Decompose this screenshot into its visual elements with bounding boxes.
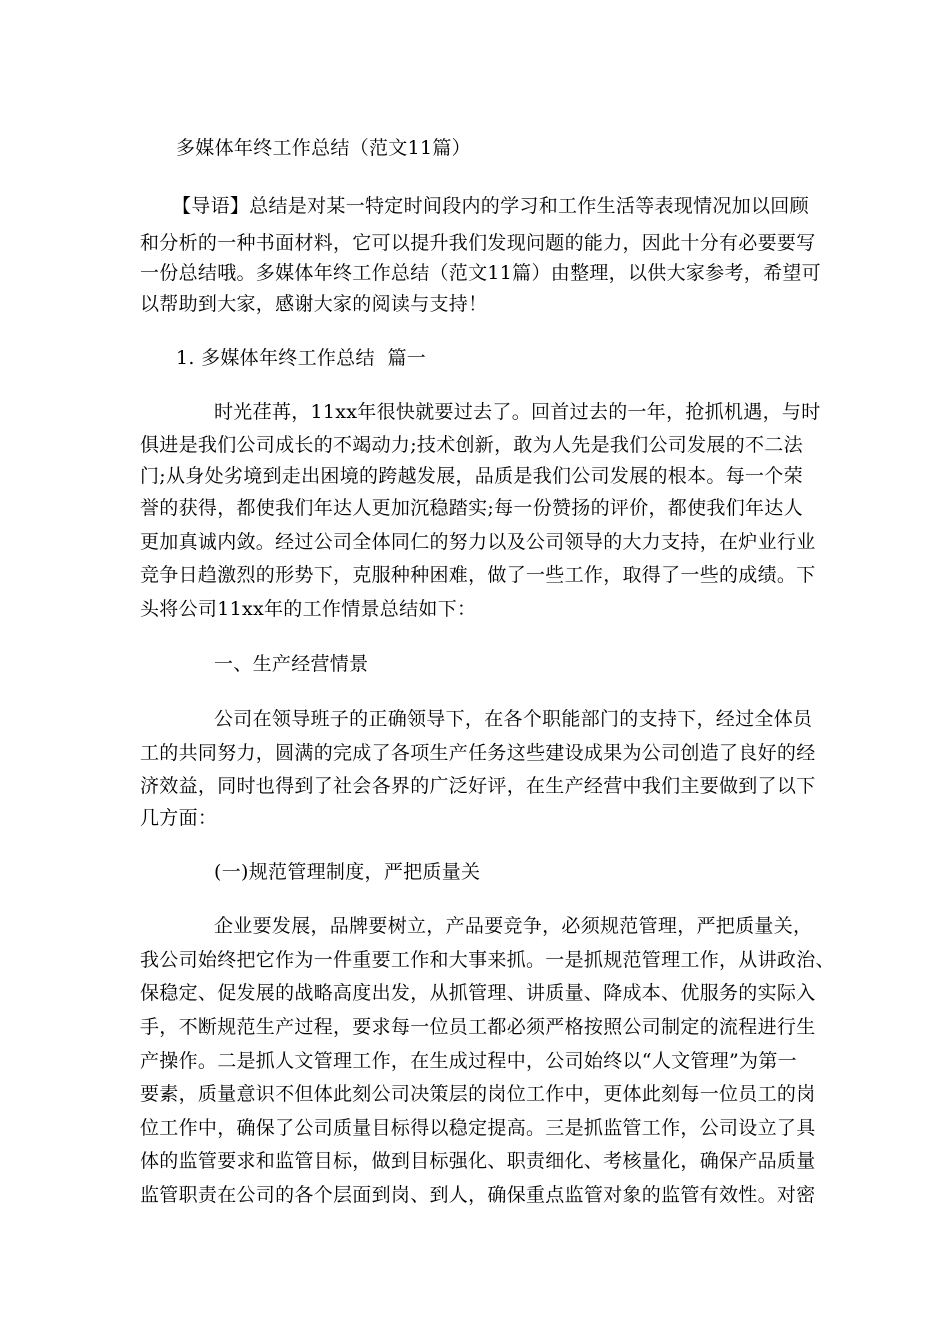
- paragraph-line: 门;从身处劣境到走出困境的跨越发展，品质是我们公司发展的根本。每一个荣: [140, 465, 803, 487]
- paragraph-line: 更加真诚内敛。经过公司全体同仁的努力以及公司领导的大力支持，在炉业行业: [140, 531, 816, 553]
- paragraph-line: 时光荏苒，11xx年很快就要过去了。回首过去的一年，抢抓机遇，与时: [214, 401, 821, 423]
- intro-line: 【导语】总结是对某一特定时间段内的学习和工作生活等表现情况加以回顾: [172, 195, 809, 217]
- subheading-one: (一)规范管理制度，严把质量关: [214, 861, 481, 883]
- heading-one: 一、生产经营情景: [214, 653, 369, 675]
- paragraph-line: 监管职责在公司的各个层面到岗、到人，确保重点监管对象的监管有效性。对密: [140, 1184, 816, 1206]
- paragraph-line: 誉的获得，都使我们年达人更加沉稳踏实;每一份赞扬的评价，都使我们年达人: [140, 497, 803, 519]
- paragraph-line: 工的共同努力，圆满的完成了各项生产任务这些建设成果为公司创造了良好的经: [140, 742, 816, 764]
- document-title: 多媒体年终工作总结（范文11篇）: [176, 137, 471, 159]
- paragraph-line: 几方面：: [140, 807, 218, 829]
- paragraph-line: 济效益，同时也得到了社会各界的广泛好评，在生产经营中我们主要做到了以下: [140, 775, 816, 797]
- paragraph-line: 保稳定、促发展的战略高度出发，从抓管理、讲质量、降成本、优服务的实际入: [140, 982, 816, 1004]
- paragraph-line: 俱进是我们公司成长的不竭动力;技术创新，敢为人先是我们公司发展的不二法: [140, 434, 803, 456]
- paragraph-line: 手，不断规范生产过程，要求每一位员工都必须严格按照公司制定的流程进行生: [140, 1016, 816, 1038]
- section-heading: 1. 多媒体年终工作总结 篇一: [176, 347, 427, 369]
- paragraph-line: 企业要发展，品牌要树立，产品要竞争，必须规范管理，严把质量关，: [214, 915, 813, 937]
- intro-line: 和分析的一种书面材料，它可以提升我们发现问题的能力，因此十分有必要要写: [140, 232, 816, 254]
- paragraph-line: 头将公司11xx年的工作情景总结如下：: [140, 598, 477, 620]
- intro-line: 以帮助到大家，感谢大家的阅读与支持！: [140, 293, 488, 315]
- paragraph-line: 要素，质量意识不但体此刻公司决策层的岗位工作中，更体此刻每一位员工的岗: [140, 1083, 816, 1105]
- paragraph-line: 产操作。二是抓人文管理工作，在生成过程中，公司始终以“人文管理”为第一: [140, 1050, 797, 1072]
- paragraph-line: 我公司始终把它作为一件重要工作和大事来抓。一是抓规范管理工作，从讲政治、: [140, 949, 835, 971]
- paragraph-line: 位工作中，确保了公司质量目标得以稳定提高。三是抓监管工作，公司设立了具: [140, 1117, 816, 1139]
- paragraph-line: 体的监管要求和监管目标，做到目标强化、职责细化、考核量化，确保产品质量: [140, 1150, 816, 1172]
- paragraph-line: 公司在领导班子的正确领导下，在各个职能部门的支持下，经过全体员: [214, 708, 813, 730]
- paragraph-line: 竞争日趋激烈的形势下，克服种种困难，做了一些工作，取得了一些的成绩。下: [140, 564, 816, 586]
- intro-line: 一份总结哦。多媒体年终工作总结（范文11篇）由整理，以供大家参考，希望可: [140, 262, 821, 284]
